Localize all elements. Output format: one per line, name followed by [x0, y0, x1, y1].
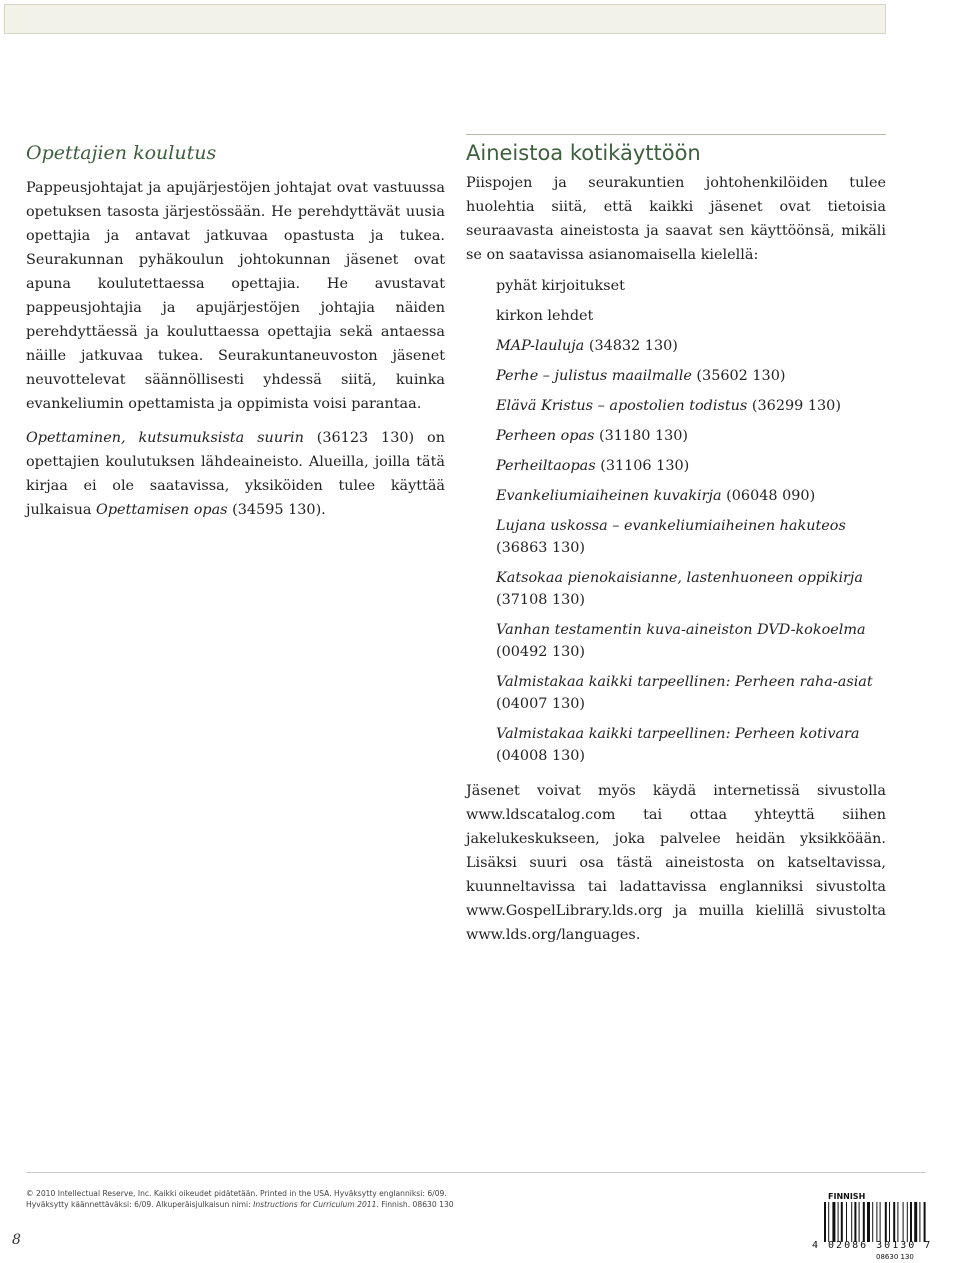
list-item: Vanhan testamentin kuva-aineiston DVD-kokoelma (00492 130) [496, 622, 866, 660]
list-item: Elävä Kristus – apostolien todistus (36299 130) [496, 398, 841, 414]
book-title-alt: Opettamisen opas [96, 502, 228, 518]
teacher-training-paragraph: Pappeusjohtajat ja apujärjestöjen johtajat ovat vastuussa opetuksen tasosta järjestössään. He perehdyttävät uusia opettajia ja antavat jatkuvaa opastusta ja tukea. Seurakunnan pyhäkoulun johtokunnan jäsenet ovat apuna koulutettaessa opettajia. He avustavat pappeusjohtajia ja apujärjestöjen johtajia näiden perehdyttäessä ja kouluttaessa opettajia sekä antaessa näille jatkuvaa tukea. Seurakuntaneuvoston jäsenet neuvottelevat säännöllisesti yhdessä siitä, kuinka evankeliumin opettamista ja oppimista voisi parantaa. [26, 180, 445, 412]
list-item: MAP-lauluja (34832 130) [496, 338, 678, 354]
copyright-line: © 2010 Intellectual Reserve, Inc. Kaikki oikeudet pidätetään. Printed in the USA. Hyväksytty englanniksi: 6/09. [26, 1189, 447, 1198]
language-label: FINNISH [828, 1192, 866, 1201]
paragraph-text-end: (34595 130). [227, 502, 326, 518]
list-item: Valmistakaa kaikki tarpeellinen: Perheen raha-asiat (04007 130) [496, 674, 873, 712]
list-item: Lujana uskossa – evankeliumiaiheinen hakuteos (36863 130) [496, 518, 846, 556]
home-materials-heading: Aineistoa kotikäyttöön [466, 141, 701, 165]
barcode-block [812, 1192, 958, 1262]
heading-rule [466, 134, 886, 135]
list-item: Perheen opas (31180 130) [496, 428, 689, 444]
barcode-icon [822, 1202, 952, 1242]
barcode-digits: 4 02086 30130 7 [812, 1240, 933, 1251]
list-item: kirkon lehdet [496, 308, 594, 324]
list-item: Evankeliumiaiheinen kuvakirja (06048 090) [496, 488, 816, 504]
paragraph-text: (36123 130) on opettajien koulutuksen lähdeaineisto. Alueilla, joilla tätä kirjaa ei ole saatavissa, yksiköiden tulee käyttää julkaisua [26, 430, 445, 518]
top-banner [4, 4, 886, 34]
item-code: 08630 130 [876, 1253, 914, 1261]
materials-list [496, 275, 886, 767]
teacher-training-heading: Opettajien koulutus [26, 142, 217, 164]
page-number: 8 [12, 1232, 21, 1248]
book-title: Opettaminen, kutsumuksista suurin [26, 430, 304, 446]
approval-line: Hyväksytty käännettäväksi: 6/09. Alkuperäisjulkaisun nimi: Instructions for Curriculum 2011. Finnish. 08630 130 [26, 1200, 454, 1209]
home-materials-outro: Jäsenet voivat myös käydä internetissä sivustolla www.ldscatalog.com tai ottaa yhteyttä siihen jakelukeskukseen, joka palvelee heidän yksikköään. Lisäksi suuri osa tästä aineistosta on katseltavissa, kuunneltavissa tai ladattavissa englanniksi sivustolta www.GospelLibrary.lds.org ja muilla kielillä sivustolta www.lds.org/languages. [466, 783, 886, 943]
list-item: pyhät kirjoitukset [496, 278, 625, 294]
left-column [26, 142, 445, 532]
list-item: Perhe – julistus maailmalle (35602 130) [496, 368, 786, 384]
list-item: Perheiltaopas (31106 130) [496, 458, 690, 474]
home-materials-intro: Piispojen ja seurakuntien johtohenkilöiden tulee huolehtia siitä, että kaikki jäsenet ovat tietoisia seuraavasta aineistosta ja saavat sen käyttöönsä, mikäli se on saatavissa asianomaisella kielellä: [466, 175, 886, 263]
right-column [466, 134, 886, 957]
copyright-footer [26, 1188, 526, 1210]
list-item: Valmistakaa kaikki tarpeellinen: Perheen kotivara (04008 130) [496, 726, 860, 764]
teaching-resource-paragraph [26, 426, 445, 522]
footer-divider [26, 1172, 926, 1173]
list-item: Katsokaa pienokaisianne, lastenhuoneen oppikirja (37108 130) [496, 570, 863, 608]
